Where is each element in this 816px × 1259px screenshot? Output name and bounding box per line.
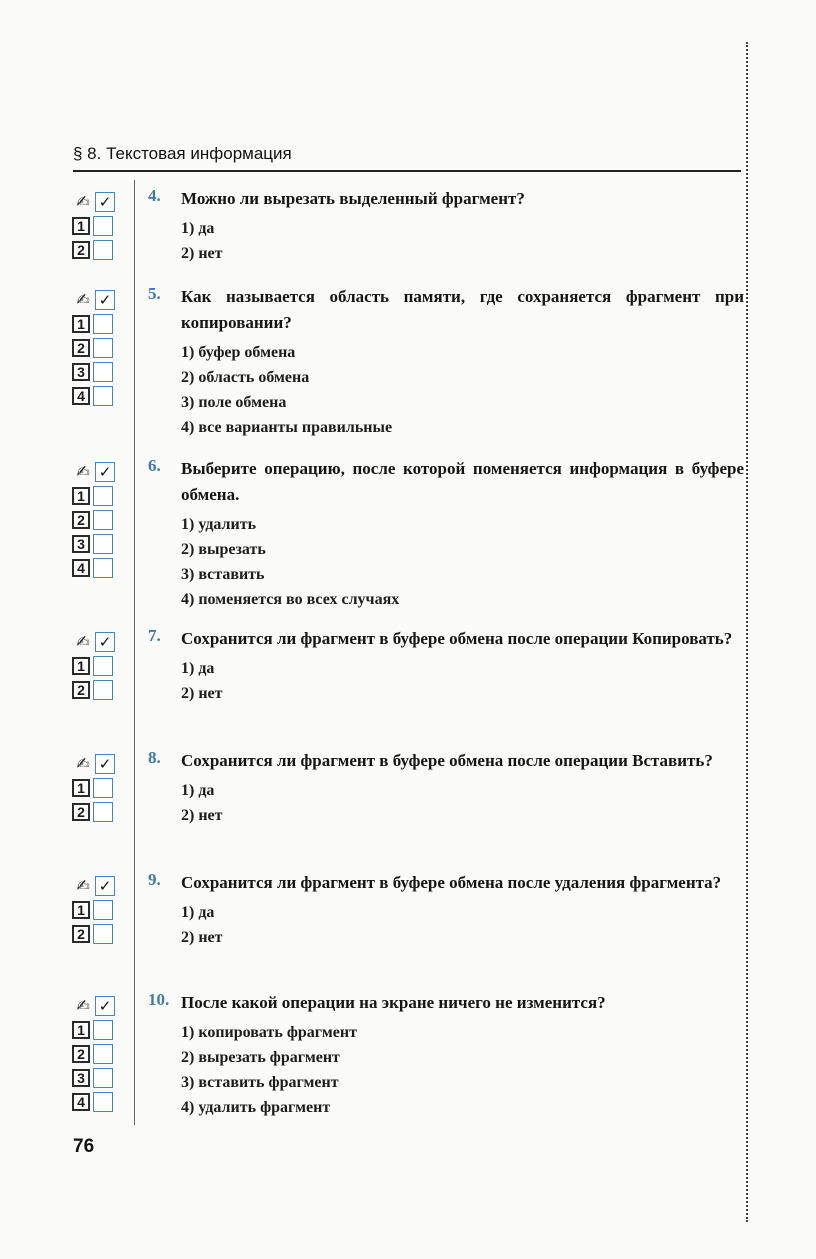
- answer-number-box: 1: [72, 657, 90, 675]
- option: 3) поле обмена: [181, 394, 287, 411]
- pencil-icon: ✍: [76, 290, 90, 309]
- question-text: Можно ли вырезать выделенный фрагмент?: [181, 189, 525, 208]
- answer-checkbox-3[interactable]: [93, 1068, 113, 1088]
- question-number: 8.: [148, 748, 161, 767]
- answer-number-box: 1: [72, 901, 90, 919]
- answer-checkbox-4[interactable]: [93, 1092, 113, 1112]
- question-number: 7.: [148, 626, 161, 645]
- answer-number-box: 2: [72, 241, 90, 259]
- option: 2) вырезать фрагмент: [181, 1049, 340, 1066]
- question-text: Сохранится ли фрагмент в буфере обмена после операции Копировать?: [181, 629, 733, 648]
- answer-checkbox-1[interactable]: [93, 216, 113, 236]
- answer-number-box: 1: [72, 487, 90, 505]
- answer-number-box: 3: [72, 363, 90, 381]
- options-list: [181, 512, 744, 612]
- answer-number-box: 1: [72, 217, 90, 235]
- options-list: [181, 656, 744, 706]
- answer-marks: [72, 752, 124, 824]
- check-icon: ✓: [95, 462, 115, 482]
- option: 1) буфер обмена: [181, 344, 296, 361]
- option: 2) нет: [181, 929, 223, 946]
- option: 1) да: [181, 782, 215, 799]
- answer-checkbox-2[interactable]: [93, 680, 113, 700]
- answer-number-box: 2: [72, 925, 90, 943]
- answer-checkbox-2[interactable]: [93, 510, 113, 530]
- option: 4) все варианты правильные: [181, 419, 393, 436]
- answer-marks: [72, 288, 124, 408]
- options-list: [181, 340, 744, 440]
- pencil-icon: ✍: [76, 192, 90, 211]
- answer-checkbox-1[interactable]: [93, 486, 113, 506]
- answer-marks: [72, 874, 124, 946]
- answer-checkbox-2[interactable]: [93, 802, 113, 822]
- answer-checkbox-1[interactable]: [93, 656, 113, 676]
- answer-checkbox-4[interactable]: [93, 386, 113, 406]
- answer-marks: [72, 460, 124, 580]
- question-body: [148, 186, 744, 266]
- check-icon: ✓: [95, 290, 115, 310]
- option: 3) вставить фрагмент: [181, 1074, 339, 1091]
- option: 1) да: [181, 660, 215, 677]
- question-number: 6.: [148, 456, 161, 475]
- answer-number-box: 3: [72, 1069, 90, 1087]
- question-body: [148, 748, 744, 828]
- question-body: [148, 284, 744, 440]
- option: 4) поменяется во всех случаях: [181, 591, 400, 608]
- question-text: После какой операции на экране ничего не изменится?: [181, 993, 606, 1012]
- question-text: Сохранится ли фрагмент в буфере обмена после удаления фрагмента?: [181, 873, 722, 892]
- option: 4) удалить фрагмент: [181, 1099, 331, 1116]
- option: 2) нет: [181, 685, 223, 702]
- answer-marks: [72, 994, 124, 1114]
- answer-checkbox-2[interactable]: [93, 1044, 113, 1064]
- question-text: Выберите операцию, после которой поменяется информация в буфере обмена.: [181, 459, 744, 504]
- question-text: Сохранится ли фрагмент в буфере обмена после операции Вставить?: [181, 751, 713, 770]
- option: 1) копировать фрагмент: [181, 1024, 357, 1041]
- pencil-icon: ✍: [76, 462, 90, 481]
- answer-number-box: 1: [72, 315, 90, 333]
- answer-checkbox-3[interactable]: [93, 534, 113, 554]
- question-body: [148, 626, 744, 706]
- question-number: 9.: [148, 870, 161, 889]
- option: 3) вставить: [181, 566, 265, 583]
- check-icon: ✓: [95, 876, 115, 896]
- option: 2) нет: [181, 807, 223, 824]
- answer-checkbox-1[interactable]: [93, 1020, 113, 1040]
- answer-number-box: 2: [72, 803, 90, 821]
- answer-checkbox-3[interactable]: [93, 362, 113, 382]
- answer-checkbox-4[interactable]: [93, 558, 113, 578]
- page-header: § 8. Текстовая информация: [73, 144, 292, 163]
- options-list: [181, 900, 744, 950]
- answer-checkbox-2[interactable]: [93, 240, 113, 260]
- option: 2) нет: [181, 245, 223, 262]
- question-number: 10.: [148, 990, 170, 1009]
- question-body: [148, 456, 744, 612]
- answer-checkbox-1[interactable]: [93, 778, 113, 798]
- answer-number-box: 4: [72, 1093, 90, 1111]
- answer-number-box: 4: [72, 387, 90, 405]
- answer-number-box: 2: [72, 1045, 90, 1063]
- option: 2) область обмена: [181, 369, 310, 386]
- answer-number-box: 2: [72, 339, 90, 357]
- pencil-icon: ✍: [76, 876, 90, 895]
- question-number: 4.: [148, 186, 161, 205]
- pencil-icon: ✍: [76, 632, 90, 651]
- pencil-icon: ✍: [76, 996, 90, 1015]
- options-list: [181, 1020, 744, 1120]
- answer-number-box: 1: [72, 1021, 90, 1039]
- answer-number-box: 2: [72, 511, 90, 529]
- check-icon: ✓: [95, 754, 115, 774]
- option: 2) вырезать: [181, 541, 266, 558]
- question-body: [148, 990, 744, 1120]
- check-icon: ✓: [95, 632, 115, 652]
- header-rule: [73, 170, 741, 172]
- answer-number-box: 3: [72, 535, 90, 553]
- answer-checkbox-1[interactable]: [93, 900, 113, 920]
- gutter-line: [134, 180, 135, 1125]
- cut-line: [746, 42, 748, 1222]
- answer-marks: [72, 630, 124, 702]
- answer-number-box: 2: [72, 681, 90, 699]
- answer-marks: [72, 190, 124, 262]
- answer-number-box: 1: [72, 779, 90, 797]
- question-number: 5.: [148, 284, 161, 303]
- option: 1) да: [181, 904, 215, 921]
- question-body: [148, 870, 744, 950]
- answer-checkbox-2[interactable]: [93, 338, 113, 358]
- options-list: [181, 778, 744, 828]
- check-icon: ✓: [95, 996, 115, 1016]
- answer-checkbox-2[interactable]: [93, 924, 113, 944]
- pencil-icon: ✍: [76, 754, 90, 773]
- answer-number-box: 4: [72, 559, 90, 577]
- check-icon: ✓: [95, 192, 115, 212]
- page-number: 76: [73, 1136, 95, 1157]
- option: 1) удалить: [181, 516, 257, 533]
- option: 1) да: [181, 220, 215, 237]
- answer-checkbox-1[interactable]: [93, 314, 113, 334]
- question-text: Как называется область памяти, где сохраняется фрагмент при копировании?: [181, 287, 744, 332]
- options-list: [181, 216, 744, 266]
